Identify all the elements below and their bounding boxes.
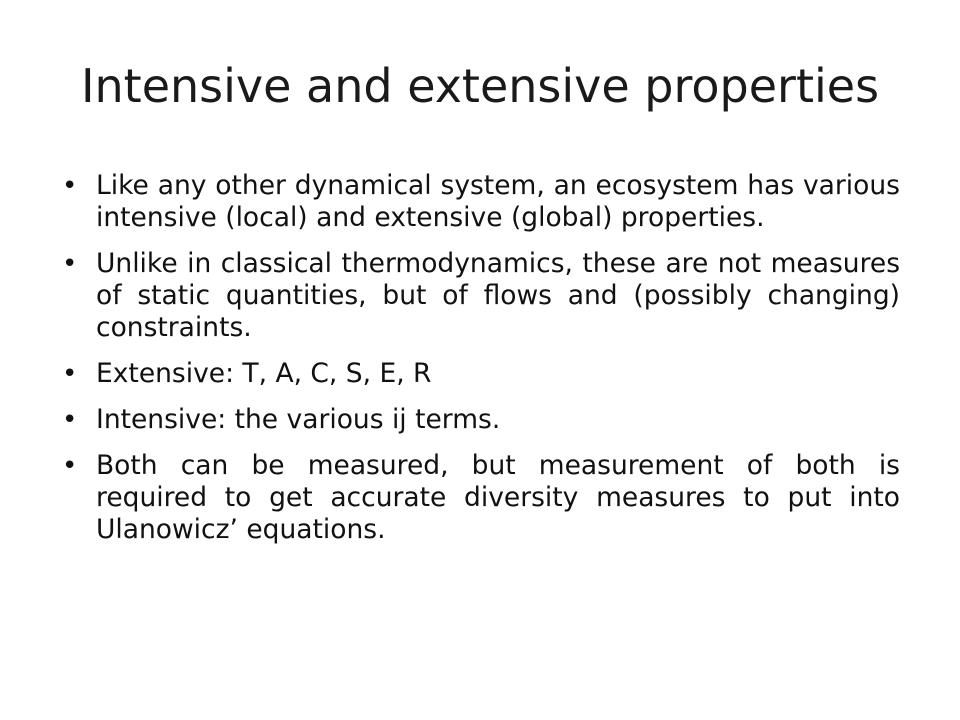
bullet-text: Unlike in classical thermodynamics, these are not measures of static quantities, but of flows and (possibly changing) constraints. bbox=[96, 248, 900, 343]
bullet-item bbox=[62, 170, 900, 234]
bullet-text: Both can be measured, but measurement of both is required to get accurate diversity measures to put into Ulanowicz’ equations. bbox=[96, 450, 900, 545]
bullet-text: Extensive: T, A, C, S, E, R bbox=[96, 358, 432, 389]
bullet-item bbox=[62, 358, 900, 390]
bullet-icon: • bbox=[62, 451, 78, 481]
bullet-icon: • bbox=[62, 359, 78, 389]
bullet-list bbox=[62, 170, 900, 560]
bullet-item bbox=[62, 248, 900, 344]
bullet-icon: • bbox=[62, 249, 78, 279]
bullet-text: Like any other dynamical system, an ecosystem has various intensive (local) and extensive (global) properties. bbox=[96, 170, 900, 233]
bullet-item bbox=[62, 404, 900, 436]
bullet-icon: • bbox=[62, 171, 78, 201]
bullet-item bbox=[62, 450, 900, 546]
slide-title: Intensive and extensive properties bbox=[80, 59, 880, 113]
bullet-text: Intensive: the various ij terms. bbox=[96, 404, 501, 435]
bullet-icon: • bbox=[62, 405, 78, 435]
